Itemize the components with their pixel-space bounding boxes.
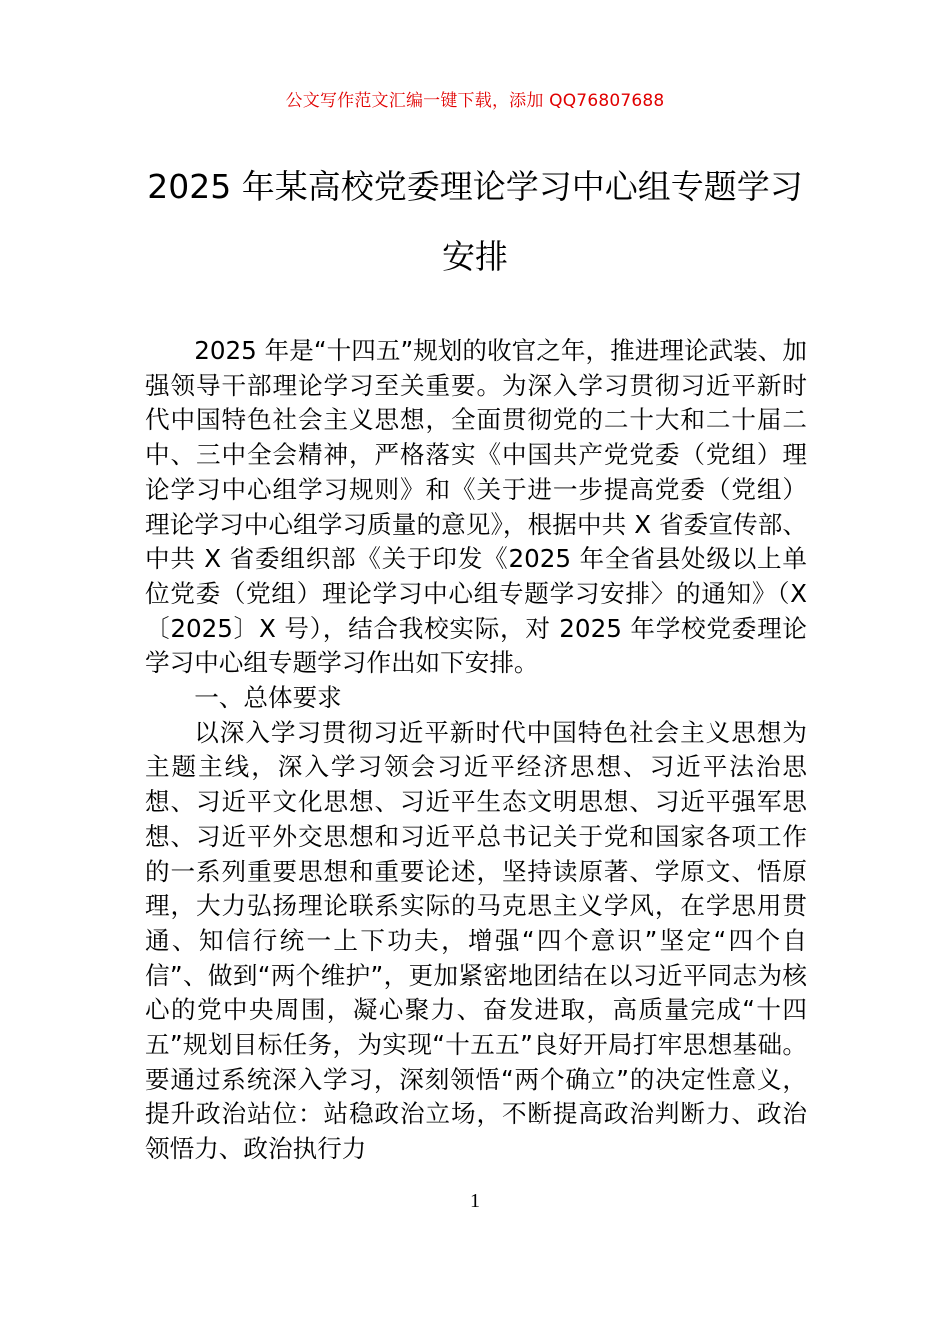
download-banner: 公文写作范文汇编一键下载，添加 QQ76807688 — [285, 91, 665, 111]
section-heading: 一、总体要求 — [194, 683, 342, 713]
document-title: 2025 年某高校党委理论学习中心组专题学习安排 — [147, 167, 803, 276]
document-body — [145, 334, 807, 1167]
intro-paragraph: 2025 年是“十四五”规划的收官之年，推进理论武装、加强领导干部理论学习至关重要。为深入学习贯彻习近平新时代中国特色社会主义思想，全面贯彻党的二十大和二十届二中、三中全会精神，严格落实《中国共产党党委（党组）理论学习中心组学习规则》和《关于进一步提高党委（党组）理论学习中心组学习质量的意见》，根据中共 X 省委宣传部、中共 X 省委组织部《关于印发《2025 年全省县处级以上单位党委（党组）理论学习中心组专题学习安排〉的通知》（X〔2025〕X 号），结合我校实际，对 2025 年学校党委理论学习中心组专题学习作出如下安排。 — [145, 336, 807, 678]
page-number: 1 — [470, 1190, 480, 1212]
section-paragraph: 以深入学习贯彻习近平新时代中国特色社会主义思想为主题主线，深入学习领会习近平经济思想、习近平法治思想、习近平文化思想、习近平生态文明思想、习近平强军思想、习近平外交思想和习近平总书记关于党和国家各项工作的一系列重要思想和重要论述，坚持读原著、学原文、悟原理，大力弘扬理论联系实际的马克思主义学风，在学思用贯通、知信行统一上下功夫，增强“四个意识”坚定“四个自信”、做到“两个维护”，更加紧密地团结在以习近平同志为核心的党中央周围，凝心聚力、奋发进取，高质量完成“十四五”规划目标任务，为实现“十五五”良好开局打牢思想基础。要通过系统深入学习，深刻领悟“两个确立”的决定性意义，提升政治站位：站稳政治立场，不断提高政治判断力、政治领悟力、政治执行力 — [145, 717, 807, 1164]
